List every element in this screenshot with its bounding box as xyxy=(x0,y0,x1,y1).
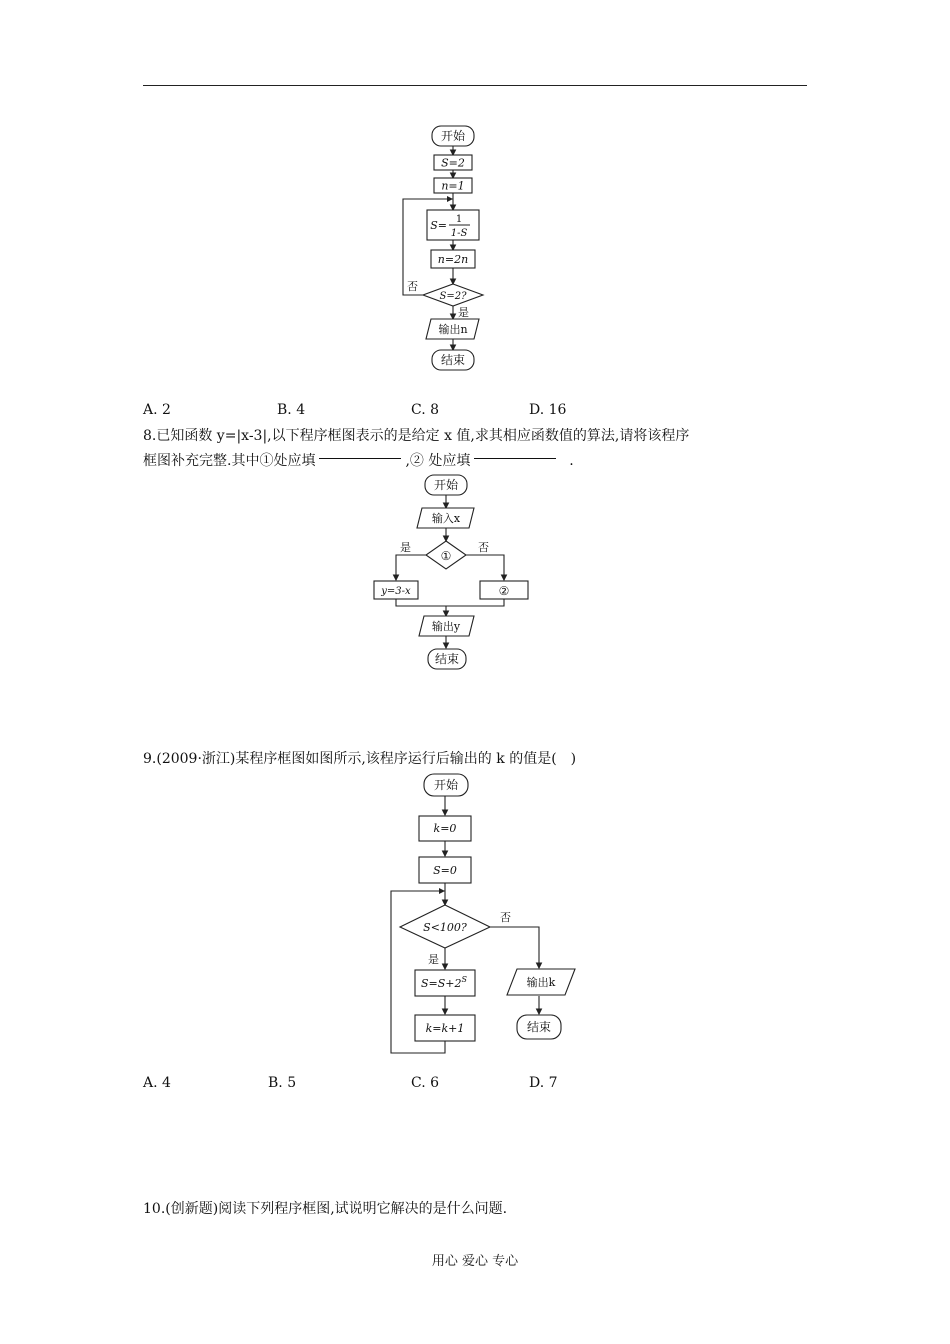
q9-end-label: 结束 xyxy=(526,1020,552,1034)
q8-line2-part-b: ,② 处应填 xyxy=(405,453,471,469)
q9-s-init-label: S=0 xyxy=(433,864,457,877)
q9-s-update-label xyxy=(421,975,468,990)
q9-start-label: 开始 xyxy=(433,778,459,792)
q7-option-a: A. 2 xyxy=(143,402,171,418)
q9-no-label: 否 xyxy=(500,911,511,924)
q7-end-label: 结束 xyxy=(440,353,466,367)
q8-question-line2 xyxy=(143,452,574,470)
q8-line2-part-c: . xyxy=(569,453,574,469)
q7-s-update-left: S= xyxy=(430,219,447,232)
q9-option-a: A. 4 xyxy=(143,1075,171,1091)
q9-option-b: B. 5 xyxy=(268,1075,297,1091)
q7-no-label: 否 xyxy=(407,280,418,293)
q7-option-c: C. 8 xyxy=(411,402,440,418)
q8-condition-label: ① xyxy=(440,549,452,563)
q9-option-d: D. 7 xyxy=(529,1075,558,1091)
q7-option-d: D. 16 xyxy=(529,402,567,418)
q9-output-label: 输出k xyxy=(526,976,556,989)
header-rule xyxy=(143,85,807,86)
q8-output-label: 输出y xyxy=(431,620,461,633)
q7-flowchart xyxy=(395,122,505,377)
q7-yes-label: 是 xyxy=(458,306,469,319)
q9-yes-label: 是 xyxy=(428,953,439,966)
q8-start-label: 开始 xyxy=(433,478,459,492)
q8-yes-label: 是 xyxy=(400,541,411,554)
q9-condition-label: S<100? xyxy=(423,921,467,934)
q8-input-label: 输入x xyxy=(431,512,461,525)
q7-s-update-den: 1-S xyxy=(450,228,468,239)
q8-no-label: 否 xyxy=(478,541,489,554)
q7-output-label: 输出n xyxy=(438,323,468,336)
q9-flowchart xyxy=(385,770,585,1060)
q8-question-line1: 8.已知函数 y=|x-3|,以下程序框图表示的是给定 x 值,求其相应函数值的算法,请将该程序 xyxy=(143,428,690,444)
page-footer: 用心 爱心 专心 xyxy=(431,1254,519,1269)
q9-k-update-label: k=k+1 xyxy=(425,1022,465,1035)
q7-n-update-label: n=2n xyxy=(437,253,469,266)
q8-end-label: 结束 xyxy=(434,652,460,666)
q9-k-init-label: k=0 xyxy=(433,822,457,835)
q7-n-init-label: n=1 xyxy=(441,179,465,193)
q7-start-label: 开始 xyxy=(440,129,466,143)
q7-s-init-label: S=2 xyxy=(441,156,465,170)
q7-condition-label: S=2? xyxy=(439,291,467,302)
q7-option-b: B. 4 xyxy=(277,402,306,418)
q9-question: 9.(2009·浙江)某程序框图如图所示,该程序运行后输出的 k 的值是( ) xyxy=(143,751,577,767)
q9-s-update-base: S=S+2 xyxy=(421,977,462,990)
q8-flowchart xyxy=(370,472,535,672)
q9-s-update-exp: S xyxy=(461,975,467,984)
q7-s-update-num: 1 xyxy=(455,214,463,225)
q8-left-box-label: y=3-x xyxy=(381,586,411,597)
q10-question: 10.(创新题)阅读下列程序框图,试说明它解决的是什么问题. xyxy=(143,1201,508,1217)
q8-line2-part-a: 框图补充完整.其中①处应填 xyxy=(143,453,316,469)
q8-blank-2 xyxy=(474,458,556,459)
q8-right-box-label: ② xyxy=(498,584,510,598)
q9-option-c: C. 6 xyxy=(411,1075,440,1091)
q8-blank-1 xyxy=(319,458,401,459)
